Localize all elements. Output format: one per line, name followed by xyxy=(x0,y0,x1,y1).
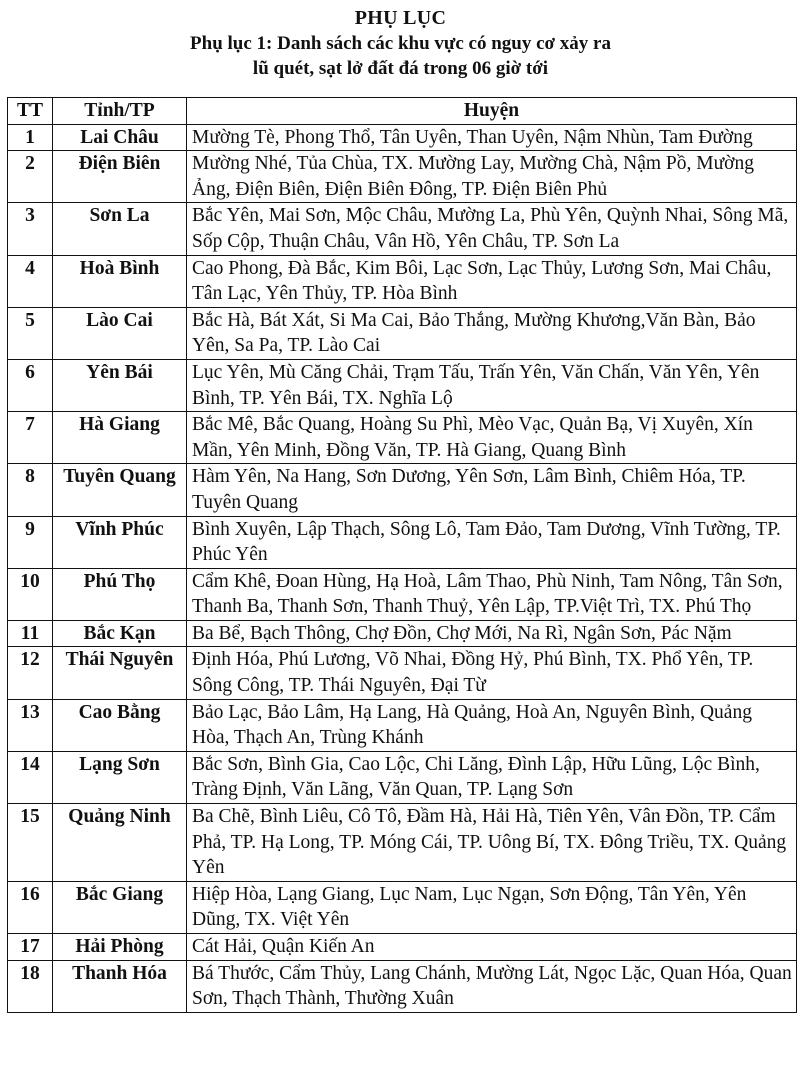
header-tt: TT xyxy=(8,98,53,125)
table-row xyxy=(8,359,797,411)
row-number: 1 xyxy=(8,124,53,151)
district-list: Bình Xuyên, Lập Thạch, Sông Lô, Tam Đảo, Tam Dương, Vĩnh Tường, TP. Phúc Yên xyxy=(187,516,797,568)
row-number: 12 xyxy=(8,647,53,699)
row-number: 15 xyxy=(8,804,53,882)
row-number: 9 xyxy=(8,516,53,568)
province-name: Tuyên Quang xyxy=(53,464,187,516)
district-list: Ba Chẽ, Bình Liêu, Cô Tô, Đầm Hà, Hải Hà, Tiên Yên, Vân Đồn, TP. Cẩm Phả, TP. Hạ Long, TP. Móng Cái, TP. Uông Bí, TX. Đông Triều, TX. Quảng Yên xyxy=(187,804,797,882)
province-name: Quảng Ninh xyxy=(53,804,187,882)
document-subtitle-line1: Phụ lục 1: Danh sách các khu vực có nguy cơ xảy ra xyxy=(190,33,611,54)
document-title: PHỤ LỤC xyxy=(354,7,447,29)
table-row xyxy=(8,647,797,699)
row-number: 16 xyxy=(8,881,53,933)
table-row xyxy=(8,620,797,647)
table-row xyxy=(8,516,797,568)
table-body xyxy=(8,124,797,1012)
table-row xyxy=(8,203,797,255)
district-table xyxy=(7,97,797,1013)
district-list: Bắc Mê, Bắc Quang, Hoàng Su Phì, Mèo Vạc, Quản Bạ, Vị Xuyên, Xín Mần, Yên Minh, Đồng Văn, TP. Hà Giang, Quang Bình xyxy=(187,412,797,464)
table-row xyxy=(8,751,797,803)
district-list: Hiệp Hòa, Lạng Giang, Lục Nam, Lục Ngạn, Sơn Động, Tân Yên, Yên Dũng, TX. Việt Yên xyxy=(187,881,797,933)
document-subtitle-line2: lũ quét, sạt lở đất đá trong 06 giờ tới xyxy=(252,58,549,79)
province-name: Yên Bái xyxy=(53,359,187,411)
province-name: Hải Phòng xyxy=(53,934,187,961)
header-districts: Huyện xyxy=(187,98,797,125)
district-list: Mường Nhé, Tủa Chùa, TX. Mường Lay, Mường Chà, Nậm Pồ, Mường Ảng, Điện Biên, Điện Biên Đông, TP. Điện Biên Phủ xyxy=(187,151,797,203)
table-row xyxy=(8,881,797,933)
district-list: Cát Hải, Quận Kiến An xyxy=(187,934,797,961)
table-header-row xyxy=(8,98,797,125)
row-number: 5 xyxy=(8,307,53,359)
province-name: Phú Thọ xyxy=(53,568,187,620)
district-list: Cao Phong, Đà Bắc, Kim Bôi, Lạc Sơn, Lạc Thủy, Lương Sơn, Mai Châu, Tân Lạc, Yên Thủy, TP. Hòa Bình xyxy=(187,255,797,307)
province-name: Vĩnh Phúc xyxy=(53,516,187,568)
province-name: Điện Biên xyxy=(53,151,187,203)
district-list: Hàm Yên, Na Hang, Sơn Dương, Yên Sơn, Lâm Bình, Chiêm Hóa, TP. Tuyên Quang xyxy=(187,464,797,516)
district-list: Cẩm Khê, Đoan Hùng, Hạ Hoà, Lâm Thao, Phù Ninh, Tam Nông, Tân Sơn, Thanh Ba, Thanh Sơn, Thanh Thuỷ, Yên Lập, TP.Việt Trì, TX. Phú Thọ xyxy=(187,568,797,620)
row-number: 10 xyxy=(8,568,53,620)
row-number: 6 xyxy=(8,359,53,411)
row-number: 7 xyxy=(8,412,53,464)
province-name: Cao Bằng xyxy=(53,699,187,751)
table-row xyxy=(8,568,797,620)
district-list: Bảo Lạc, Bảo Lâm, Hạ Lang, Hà Quảng, Hoà An, Nguyên Bình, Quảng Hòa, Thạch An, Trùng Khánh xyxy=(187,699,797,751)
table-row xyxy=(8,124,797,151)
province-name: Lào Cai xyxy=(53,307,187,359)
table-row xyxy=(8,464,797,516)
district-list: Mường Tè, Phong Thổ, Tân Uyên, Than Uyên, Nậm Nhùn, Tam Đường xyxy=(187,124,797,151)
row-number: 3 xyxy=(8,203,53,255)
table-row xyxy=(8,804,797,882)
row-number: 4 xyxy=(8,255,53,307)
province-name: Sơn La xyxy=(53,203,187,255)
district-list: Bắc Yên, Mai Sơn, Mộc Châu, Mường La, Phù Yên, Quỳnh Nhai, Sông Mã, Sốp Cộp, Thuận Châu, Vân Hồ, Yên Châu, TP. Sơn La xyxy=(187,203,797,255)
district-list: Bắc Hà, Bát Xát, Si Ma Cai, Bảo Thắng, Mường Khương,Văn Bàn, Bảo Yên, Sa Pa, TP. Lào Cai xyxy=(187,307,797,359)
district-list: Ba Bể, Bạch Thông, Chợ Đồn, Chợ Mới, Na Rì, Ngân Sơn, Pác Nặm xyxy=(187,620,797,647)
row-number: 18 xyxy=(8,960,53,1012)
table-row xyxy=(8,699,797,751)
table-row xyxy=(8,934,797,961)
document-heading xyxy=(0,6,801,81)
province-name: Thanh Hóa xyxy=(53,960,187,1012)
district-list: Lục Yên, Mù Căng Chải, Trạm Tấu, Trấn Yên, Văn Chấn, Văn Yên, Yên Bình, TP. Yên Bái, TX. Nghĩa Lộ xyxy=(187,359,797,411)
province-name: Bắc Kạn xyxy=(53,620,187,647)
row-number: 2 xyxy=(8,151,53,203)
province-name: Thái Nguyên xyxy=(53,647,187,699)
province-name: Hoà Bình xyxy=(53,255,187,307)
table-row xyxy=(8,255,797,307)
district-list: Định Hóa, Phú Lương, Võ Nhai, Đồng Hỷ, Phú Bình, TX. Phổ Yên, TP. Sông Công, TP. Thái Nguyên, Đại Từ xyxy=(187,647,797,699)
district-list: Bá Thước, Cẩm Thủy, Lang Chánh, Mường Lát, Ngọc Lặc, Quan Hóa, Quan Sơn, Thạch Thành, Thường Xuân xyxy=(187,960,797,1012)
row-number: 13 xyxy=(8,699,53,751)
table-row xyxy=(8,412,797,464)
table-row xyxy=(8,151,797,203)
row-number: 8 xyxy=(8,464,53,516)
row-number: 11 xyxy=(8,620,53,647)
district-list: Bắc Sơn, Bình Gia, Cao Lộc, Chi Lăng, Đình Lập, Hữu Lũng, Lộc Bình, Tràng Định, Văn Lãng, Văn Quan, TP. Lạng Sơn xyxy=(187,751,797,803)
province-name: Bắc Giang xyxy=(53,881,187,933)
province-name: Hà Giang xyxy=(53,412,187,464)
row-number: 17 xyxy=(8,934,53,961)
province-name: Lạng Sơn xyxy=(53,751,187,803)
header-province: Tỉnh/TP xyxy=(53,98,187,125)
table-row xyxy=(8,307,797,359)
row-number: 14 xyxy=(8,751,53,803)
table-row xyxy=(8,960,797,1012)
province-name: Lai Châu xyxy=(53,124,187,151)
